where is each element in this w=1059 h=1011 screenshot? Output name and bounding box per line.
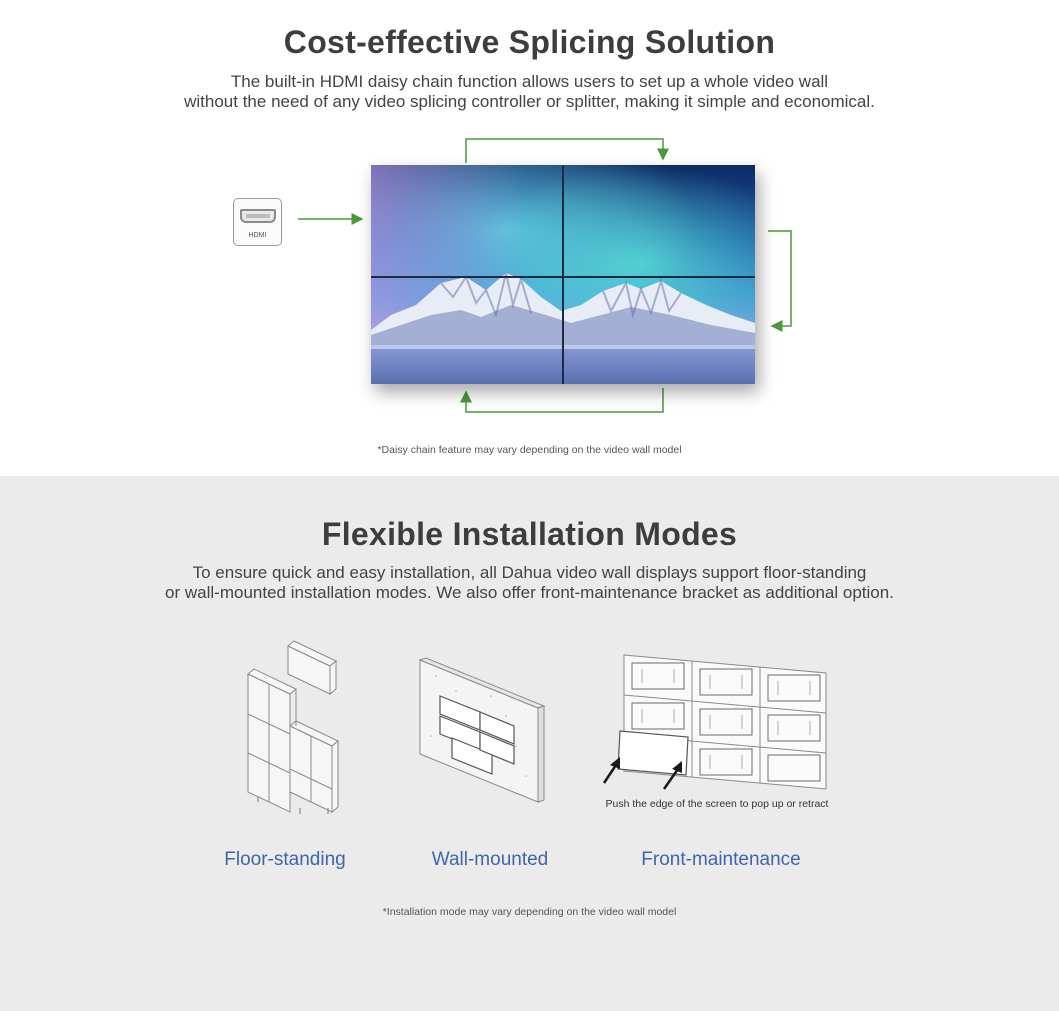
video-wall-image: [371, 165, 755, 384]
installation-description-line2: or wall-mounted installation modes. We also offer front-maintenance bracket as additional option.: [165, 583, 894, 602]
installation-note: *Installation mode may vary depending on the video wall model: [382, 906, 677, 918]
splicing-title: Cost-effective Splicing Solution: [283, 24, 776, 60]
installation-description-line1: To ensure quick and easy installation, all Dahua video wall displays support floor-standing: [192, 563, 867, 582]
hdmi-connector-shape: [240, 209, 276, 223]
mode-label-front-maintenance: Front-maintenance: [641, 849, 801, 870]
floor-standing-icon: [240, 636, 350, 816]
installation-section: [0, 476, 1059, 1011]
hdmi-label: HDMI: [248, 232, 267, 239]
bottom-loop-arrow: [466, 388, 663, 412]
front-maintenance-caption: Push the edge of the screen to pop up or retract: [605, 798, 829, 810]
top-loop-arrow: [466, 139, 663, 163]
hdmi-port-icon: [233, 198, 282, 246]
right-loop-arrow: [768, 231, 791, 326]
splicing-section: [0, 0, 1059, 476]
mode-label-wall-mounted: Wall-mounted: [431, 849, 549, 870]
installation-title: Flexible Installation Modes: [321, 516, 738, 552]
wall-mounted-icon: [416, 656, 548, 804]
front-maintenance-icon: [598, 651, 830, 799]
splicing-description-line2: without the need of any video splicing controller or splitter, making it simple and economical.: [184, 92, 875, 111]
splicing-note: *Daisy chain feature may vary depending on the video wall model: [377, 444, 682, 456]
splicing-description-line1: The built-in HDMI daisy chain function allows users to set up a whole video wall: [230, 72, 829, 91]
mode-label-floor-standing: Floor-standing: [224, 849, 346, 870]
